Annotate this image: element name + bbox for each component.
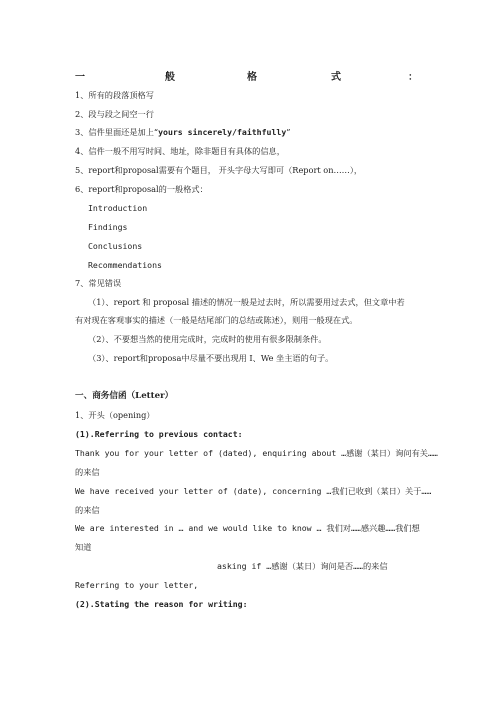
format-part: Findings <box>88 222 128 232</box>
rule-5: 5、report和proposal需要有个题目， 开头字母大写即可（Report on……）， <box>75 165 363 175</box>
title-char: ： <box>408 72 418 83</box>
subheading-previous-contact: (1).Referring to previous contact: <box>75 429 243 439</box>
phrase-line: Thank you for your letter of (dated), enquiring about …感谢（某日）询问有关…… <box>75 448 438 458</box>
phrase-line: 的来信 <box>75 467 100 477</box>
title-char: 格 <box>247 72 257 83</box>
rule-1: 1、所有的段落顶格写 <box>75 90 154 100</box>
format-part: Introduction <box>88 203 148 213</box>
format-part: Conclusions <box>88 241 143 251</box>
phrase-line: asking if …感谢（某日）询问是否……的来信 <box>217 561 388 571</box>
phrase-line: We have received your letter of (date), concerning …我们已收到（某日）关于…… <box>75 486 432 496</box>
mistake-2: （2）、不要想当然的使用完成时，完成时的使用有很多限制条件。 <box>88 334 327 344</box>
rule-2: 2、段与段之间空一行 <box>75 109 154 119</box>
mistakes-heading: 7、常见错误 <box>75 278 122 288</box>
title-char: 一 <box>75 72 85 83</box>
opening-heading: 1、开头（opening） <box>75 410 155 420</box>
phrase-line: 知道 <box>75 542 92 552</box>
rule-4: 4、信件一般不用写时间、地址，除非题目有具体的信息， <box>75 146 285 156</box>
phrase-line: Referring to your letter, <box>75 580 199 590</box>
title-char: 般 <box>165 72 175 83</box>
mistake-1-cont: 有对现在客观事实的描述（一般是结尾部门的总结或陈述），则用一般现在式。 <box>75 315 358 325</box>
title-char: 式 <box>331 72 341 83</box>
format-title <box>75 68 418 83</box>
phrase-line: We are interested in … and we would like to know … 我们对……感兴趣……我们想 <box>75 523 420 533</box>
rule-3: 3、信件里面还是加上“yours sincerely/faithfully” <box>75 127 291 137</box>
phrase-line: 的来信 <box>75 505 100 515</box>
subheading-reason: (2).Stating the reason for writing: <box>75 599 248 609</box>
format-part: Recommendations <box>88 260 162 270</box>
closing-phrase: yours sincerely/faithfully <box>158 127 287 137</box>
mistake-1: （1）、report 和 proposal 描述的情况一般是过去时，所以需要用过去式，但文章中若 <box>88 297 405 307</box>
rule-6: 6、report和proposal的一般格式： <box>75 184 208 194</box>
mistake-3: （3）、report和proposa中尽量不要出现用 I、We 坐主语的句子。 <box>88 353 334 363</box>
section-heading: 一、商务信函（Letter） <box>75 391 174 401</box>
